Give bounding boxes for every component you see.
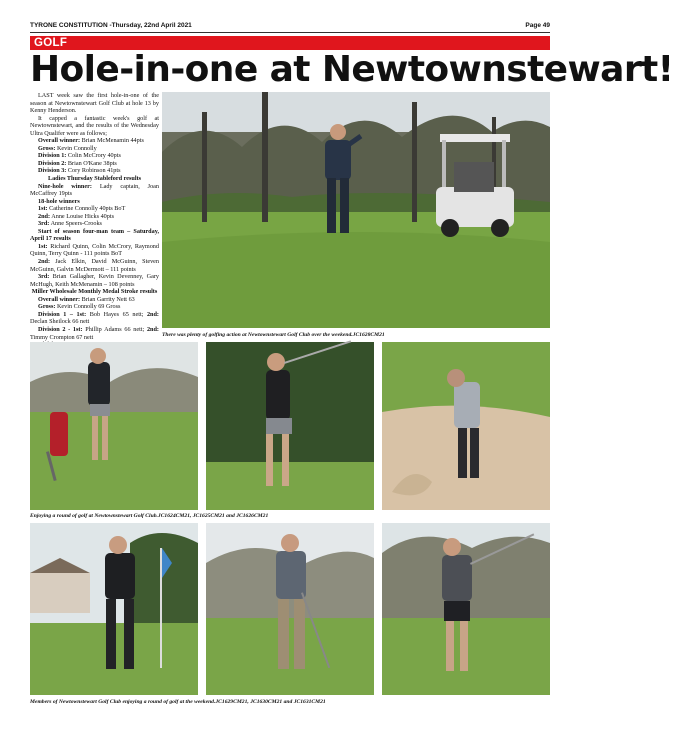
- result-line: Gross: Kevin Connolly: [38, 144, 97, 152]
- result-line: 3rd: Anne Speers-Crooks: [38, 220, 102, 228]
- subheading: 18-hole winners: [38, 197, 80, 205]
- headline: Hole-in-one at Newtownstewart!: [30, 49, 673, 90]
- subheading: Miller Wholesale Monthly Medal Stroke results: [31, 288, 158, 296]
- result-line: Gross: Kevin Connolly 69 Gross: [38, 303, 121, 311]
- story-para: It capped a fantastic week's golf at Newtownstewart, and the results of the Wednesday Ultra Qualifer were as follows;: [30, 114, 159, 137]
- section-banner: [30, 36, 550, 50]
- photo-golfer-putting: [206, 523, 374, 695]
- publication-line: TYRONE CONSTITUTION -Thursday, 22nd April 2021: [30, 22, 192, 29]
- photo-golfer-1: [30, 342, 198, 510]
- photo-golfer-swing: [382, 523, 550, 695]
- result-line: Division 2: Brian O'Kane 38pts: [38, 159, 117, 167]
- result-line: 1st: Richard Quinn, Colin McCrory, Raymond Quinn, Terry Quinn - 111 points BoT: [30, 242, 159, 258]
- page-header: [30, 22, 550, 32]
- photo-golfer-flag: [30, 523, 198, 695]
- result-line: Overall winner: Brian Garrity Nett 63: [38, 295, 135, 303]
- result-line: Division 3: Cory Robinson 41pts: [38, 167, 121, 175]
- article-body: [30, 92, 159, 356]
- page-number: Page 49: [525, 22, 550, 29]
- caption-top: There was plenty of golfing action at Newtownstewart Golf Club over the weekend.JC1628CM21: [162, 332, 385, 338]
- photo-golfer-buggy: [162, 92, 550, 328]
- subheading: Ladies Thursday Stableford results: [47, 175, 142, 183]
- subheading: Start of season four-man team – Saturday, April 17 results: [30, 227, 159, 243]
- result-line: Division 1 – 1st: Bob Hayes 65 nett; 2nd: Declan Sheilock 66 nett: [30, 310, 159, 326]
- photo-golfer-bunker: [382, 342, 550, 510]
- result-line: Overall winner: Brian McMenamin 44pts: [38, 137, 144, 145]
- result-line: 2nd: Jack Elkin, David McGuinn, Steven McGuinn, Galvin McDermott – 111 points: [30, 258, 159, 273]
- caption-bottom: Members of Newtownstewart Golf Club enjoying a round of golf at the weekend.JC1629CM21, JC1630CM21 and JC1631CM21: [30, 699, 326, 705]
- result-line: Division 2 - 1st: Phillip Adams 66 nett; 2nd: Timmy Crompton 67 nett: [30, 325, 159, 341]
- story-intro: LAST week saw the first hole-in-one of the season at Newtownstewart Golf Club at hole 13 by Kenny Henderson.: [30, 92, 159, 115]
- caption-middle: Enjoying a round of golf at Newtownstewart Golf Club.JC1624CM21, JC1625CM21 and JC1626CM21: [30, 513, 269, 519]
- result-line: 2nd: Anne Louise Hicks 40pts: [38, 212, 114, 220]
- result-line: 1st: Catherine Connolly 40pts BoT: [38, 205, 126, 213]
- result-line: 3rd: Brian Gallagher, Kevin Devenney, Gary McHugh, Keith McMenamin – 108 points: [30, 273, 160, 288]
- section-label: GOLF: [34, 37, 68, 49]
- result-line: Division 1: Colin McCrory 40pts: [38, 152, 121, 160]
- header-rule: [30, 32, 550, 33]
- result-line: Nine-hole winner: Lady captain, Joan McCaffrey 19pts: [30, 182, 160, 198]
- photo-golfer-2: [206, 342, 374, 510]
